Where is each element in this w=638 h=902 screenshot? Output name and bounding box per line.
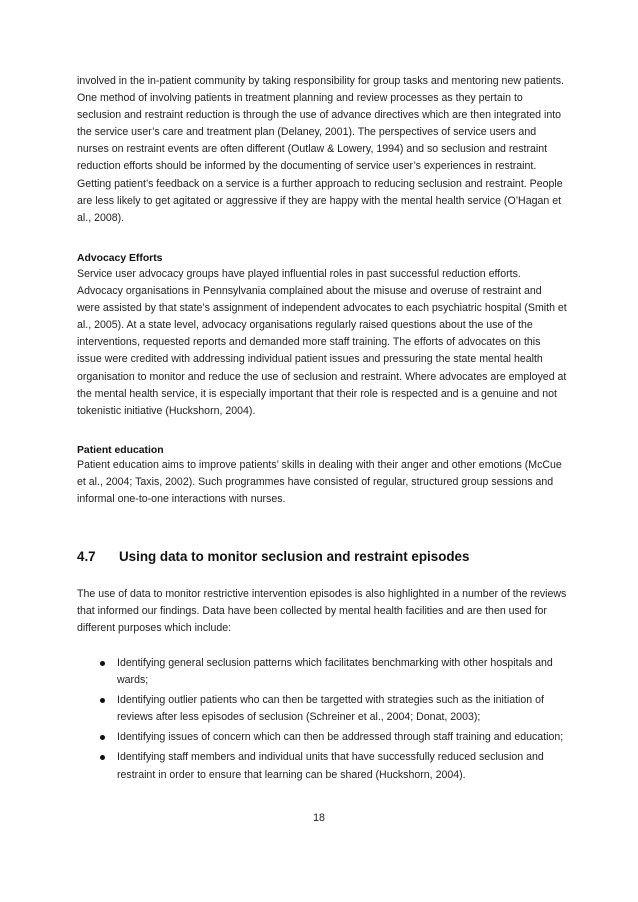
patient-education-paragraph: Patient education aims to improve patients’ skills in dealing with their anger and other emotions (McCue et al., 2004; Taxis, 2002). Such programmes have consisted of regular, structured group sessions and informal one-to-one interactions with nurses.: [77, 459, 562, 506]
bullet-icon: [100, 755, 105, 760]
bullet-text: Identifying staff members and individual units that have successfully reduced seclusion and restraint in order to ensure that learning can be shared (Huckshorn, 2004).: [117, 751, 544, 781]
bullet-item: [98, 749, 566, 783]
bullet-icon: [100, 698, 105, 703]
bullet-icon: [100, 735, 105, 740]
bullet-icon: [100, 661, 105, 666]
page-number: 18: [313, 812, 325, 824]
intro-paragraph: involved in the in-patient community by taking responsibility for group tasks and mentoring new patients. One method of involving patients in treatment planning and review processes as they pertain to seclusion and restraint reduction is through the use of advance directives which are then integrated into the service user’s care and treatment plan (Delaney, 2001). The perspectives of service users and nurses on restraint events are often different (Outlaw & Lowery, 1994) and so seclusion and restraint reduction efforts should be informed by the documenting of service user’s experiences in restraint. Getting patient’s feedback on a service is a further approach to reducing seclusion and restraint. People are less likely to get agitated or aggressive if they are happy with the mental health service (O’Hagan et al., 2008).: [77, 75, 564, 224]
bullet-text: Identifying general seclusion patterns which facilitates benchmarking with other hospitals and wards;: [117, 657, 553, 687]
bullet-item: [98, 692, 566, 726]
bullet-item: [98, 729, 566, 746]
section-heading: [77, 549, 469, 564]
bullet-item: [98, 655, 566, 689]
bullet-text: Identifying outlier patients who can then be targetted with strategies such as the initiation of reviews after less episodes of seclusion (Schreiner et al., 2004; Donat, 2003);: [117, 694, 544, 724]
bullet-text: Identifying issues of concern which can then be addressed through staff training and education;: [117, 731, 564, 744]
section-intro-paragraph: The use of data to monitor restrictive intervention episodes is also highlighted in a number of the reviews that informed our findings. Data have been collected by mental health facilities and are then used for different purposes which include:: [77, 588, 567, 635]
purpose-bullet-list: [98, 655, 566, 787]
advocacy-paragraph: Service user advocacy groups have played influential roles in past successful reduction efforts. Advocacy organisations in Pennsylvania complained about the misuse and overuse of restraint and were assisted by that state’s assignment of independent advocates to each psychiatric hospital (Smith et al., 2005). At a state level, advocacy organisations regularly raised questions about the use of the interventions, requested reports and demanded more staff training. The efforts of advocates on this issue were credited with addressing individual patient issues and pressuring the state mental health organisation to monitor and reduce the use of seclusion and restraint. Where advocates are employed at the mental health service, it is especially important that their role is respected and is a genuine and not tokenistic initiative (Huckshorn, 2004).: [77, 268, 567, 417]
section-number: 4.7: [77, 549, 96, 564]
advocacy-heading: Advocacy Efforts: [77, 253, 163, 264]
patient-education-heading: Patient education: [77, 445, 164, 456]
section-title: Using data to monitor seclusion and restraint episodes: [119, 549, 470, 564]
